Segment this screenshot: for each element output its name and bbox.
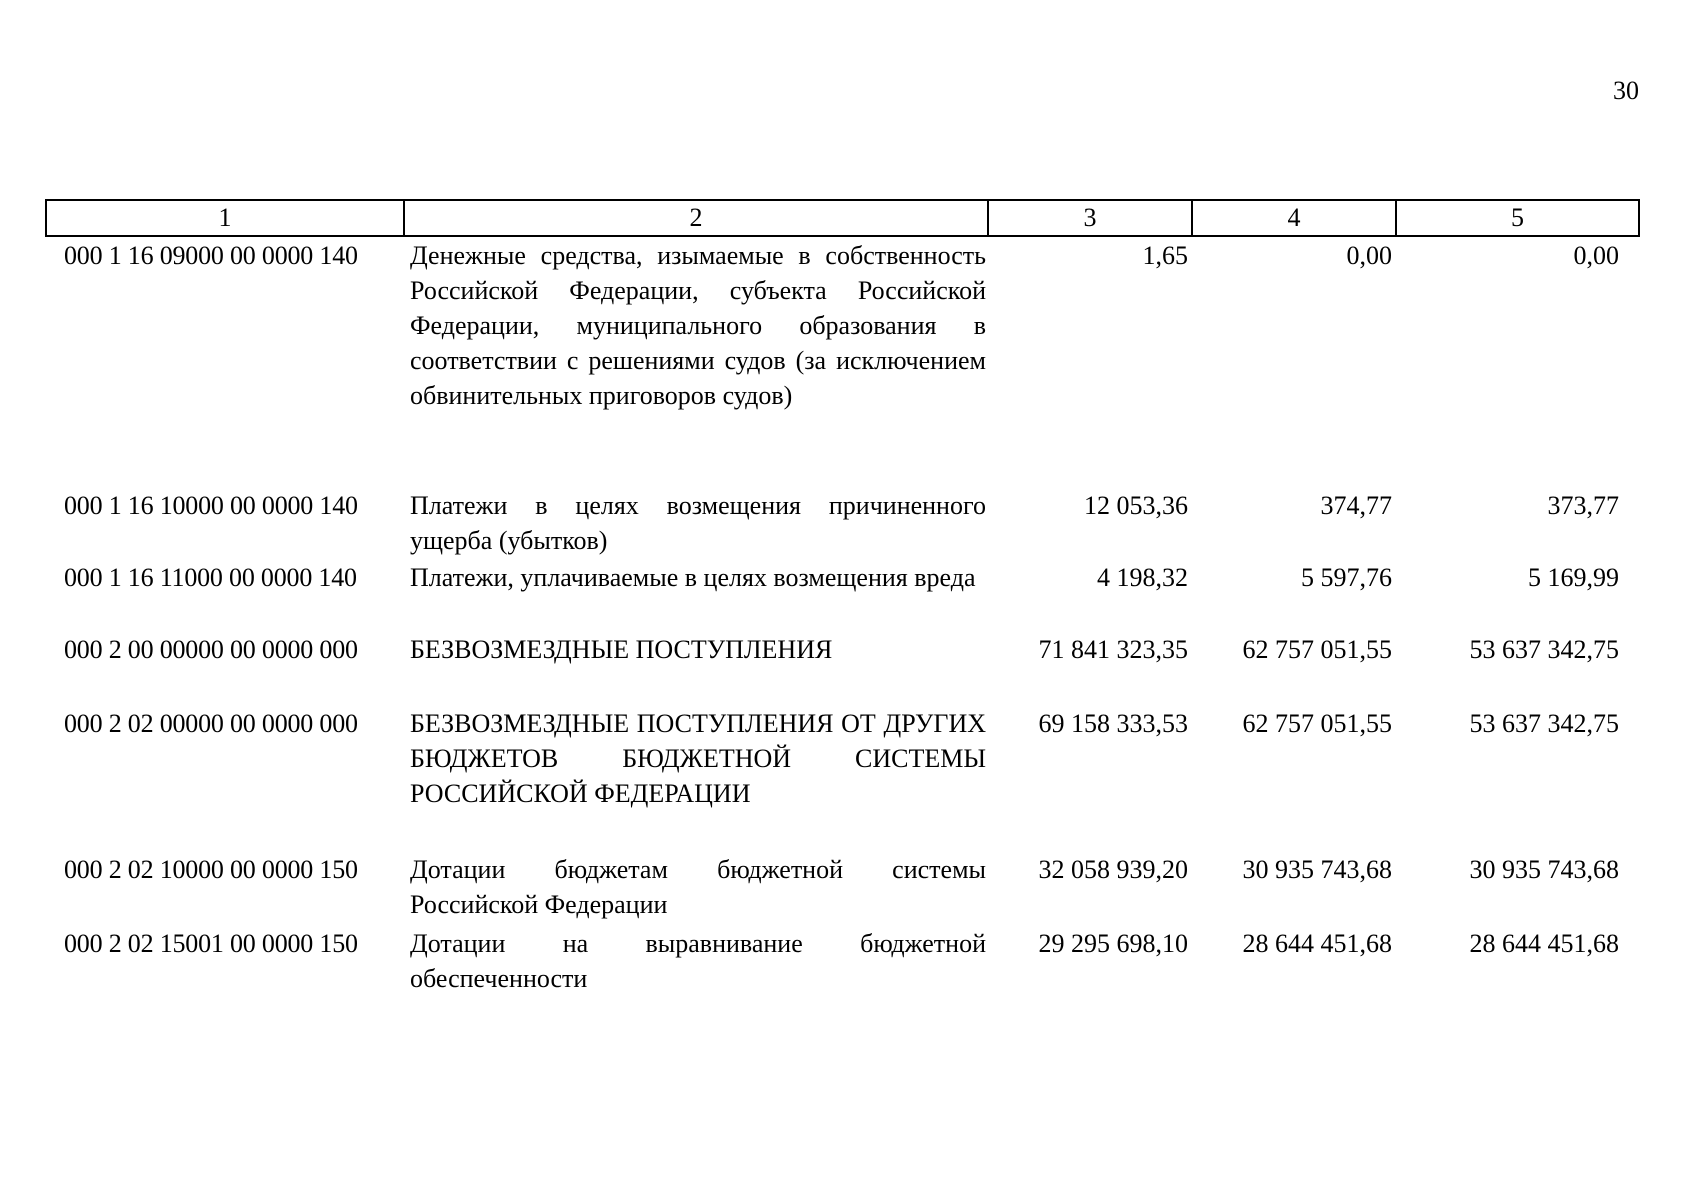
row-name: БЕЗВОЗМЕЗДНЫЕ ПОСТУПЛЕНИЯ xyxy=(410,635,833,664)
table-row xyxy=(46,706,1639,852)
row-name: Денежные средства, изымаемые в собственность Российской Федерации, субъекта Российской Федерации, муниципального образования в соответствии с решениями судов (за исключением обвинительных приговоров судов) xyxy=(410,241,986,410)
table-row xyxy=(46,488,1639,560)
column-header-4: 4 xyxy=(1192,200,1396,236)
row-name: Платежи, уплачиваемые в целях возмещения вреда xyxy=(410,563,976,592)
table-header-row xyxy=(46,200,1639,236)
row-value-col5: 5 169,99 xyxy=(1528,563,1619,592)
row-value-col5: 28 644 451,68 xyxy=(1469,929,1619,958)
row-code: 000 2 02 00000 00 0000 000 xyxy=(64,709,358,738)
column-header-2: 2 xyxy=(404,200,988,236)
row-value-col4: 5 597,76 xyxy=(1301,563,1392,592)
row-value-col5: 53 637 342,75 xyxy=(1469,709,1619,738)
row-value-col3: 32 058 939,20 xyxy=(1038,855,1188,884)
row-value-col4: 30 935 743,68 xyxy=(1242,855,1392,884)
row-code: 000 2 02 10000 00 0000 150 xyxy=(64,855,358,884)
row-code: 000 1 16 10000 00 0000 140 xyxy=(64,491,358,520)
row-value-col4: 62 757 051,55 xyxy=(1242,709,1392,738)
table-row xyxy=(46,632,1639,706)
row-value-col5: 53 637 342,75 xyxy=(1469,635,1619,664)
row-value-col3: 12 053,36 xyxy=(1084,491,1188,520)
row-code: 000 2 02 15001 00 0000 150 xyxy=(64,929,358,958)
row-value-col4: 62 757 051,55 xyxy=(1242,635,1392,664)
row-value-col3: 69 158 333,53 xyxy=(1038,709,1188,738)
row-value-col5: 0,00 xyxy=(1573,241,1619,270)
row-code: 000 1 16 09000 00 0000 140 xyxy=(64,241,358,270)
row-value-col4: 374,77 xyxy=(1320,491,1392,520)
table-row xyxy=(46,926,1639,998)
budget-revenue-table xyxy=(45,199,1640,998)
row-code: 000 1 16 11000 00 0000 140 xyxy=(64,563,357,592)
row-value-col4: 0,00 xyxy=(1346,241,1392,270)
row-value-col5: 373,77 xyxy=(1547,491,1619,520)
row-value-col3: 4 198,32 xyxy=(1097,563,1188,592)
table-row xyxy=(46,560,1639,632)
column-header-3: 3 xyxy=(988,200,1192,236)
row-name: Дотации на выравнивание бюджетной обеспеченности xyxy=(410,929,986,993)
row-value-col3: 71 841 323,35 xyxy=(1038,635,1188,664)
row-value-col3: 29 295 698,10 xyxy=(1038,929,1188,958)
column-header-5: 5 xyxy=(1396,200,1639,236)
row-code: 000 2 00 00000 00 0000 000 xyxy=(64,635,358,664)
table-row xyxy=(46,852,1639,926)
row-name: Дотации бюджетам бюджетной системы Российской Федерации xyxy=(410,855,986,919)
table-row xyxy=(46,236,1639,488)
row-name: Платежи в целях возмещения причиненного ущерба (убытков) xyxy=(410,491,986,555)
row-name: БЕЗВОЗМЕЗДНЫЕ ПОСТУПЛЕНИЯ ОТ ДРУГИХ БЮДЖЕТОВ БЮДЖЕТНОЙ СИСТЕМЫ РОССИЙСКОЙ ФЕДЕРАЦИИ xyxy=(410,709,986,808)
row-value-col3: 1,65 xyxy=(1142,241,1188,270)
row-value-col5: 30 935 743,68 xyxy=(1469,855,1619,884)
column-header-1: 1 xyxy=(46,200,404,236)
page-number: 30 xyxy=(1613,76,1639,105)
row-value-col4: 28 644 451,68 xyxy=(1242,929,1392,958)
